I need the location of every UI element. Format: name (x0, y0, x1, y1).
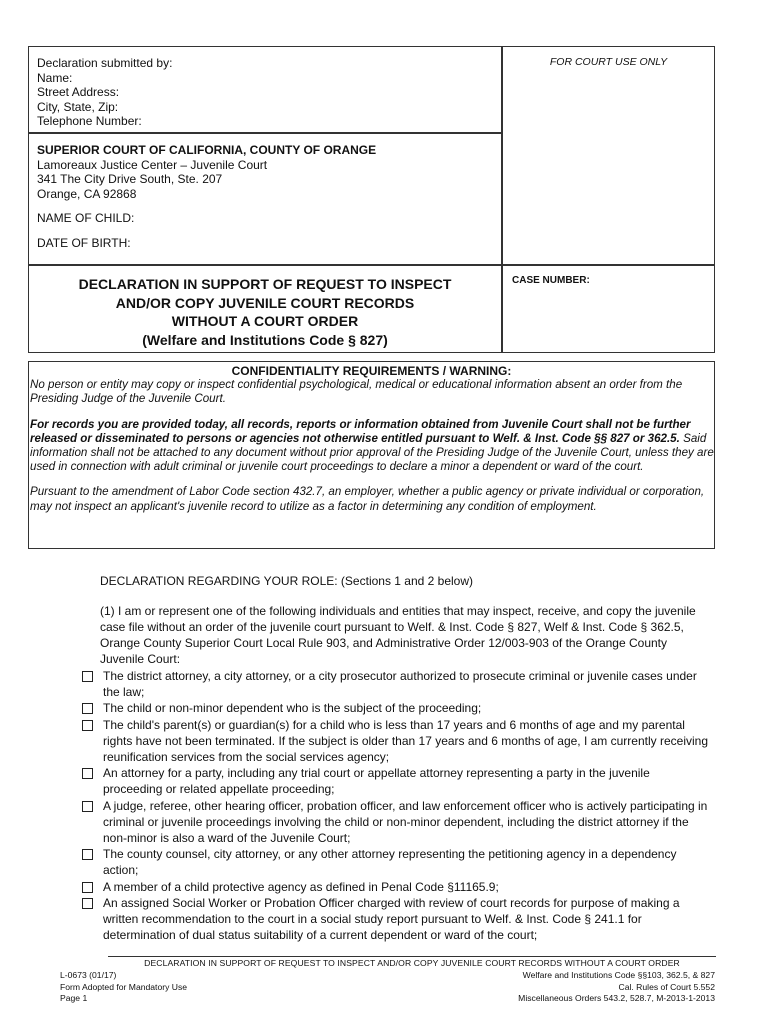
form-adopted-note: Form Adopted for Mandatory Use (60, 981, 188, 992)
role-option (78, 879, 712, 895)
role-option (78, 717, 712, 766)
role-option-text: A member of a child protective agency as defined in Penal Code §11165.9; (103, 879, 499, 894)
court-use-only-label: FOR COURT USE ONLY (549, 56, 668, 68)
role-checkbox[interactable] (82, 671, 93, 682)
confidentiality-paragraph-3: Pursuant to the amendment of Labor Code section 432.7, an employer, whether a public agency or private individual or corporation, may not inspect an applicant's juvenile record to utilize as a factor in determining any condition of employment. (30, 485, 705, 513)
declaration-heading: DECLARATION REGARDING YOUR ROLE: (Sections 1 and 2 below) (100, 574, 474, 588)
declaration-intro: (1) I am or represent one of the following individuals and entities that may inspect, receive, and copy the juvenile case file without an order of the juvenile court pursuant to Welf. & Inst. Code § 827, Welf & Inst. Code § 362.5, Orange County Superior Court Local Rule 903, and Administrative Order 12/003-903 of the Orange County Juvenile Court: (100, 604, 696, 666)
case-number-label: CASE NUMBER: (512, 275, 590, 286)
court-city: Orange, CA 92868 (37, 186, 137, 201)
declarant-name-label: Name: (37, 70, 73, 85)
form-title-box (28, 265, 502, 353)
date-of-birth-label: DATE OF BIRTH: (37, 235, 131, 250)
footer-right-block (518, 970, 715, 1005)
declarant-street-label: Street Address: (37, 85, 120, 99)
court-name: SUPERIOR COURT OF CALIFORNIA, COUNTY OF ORANGE (37, 143, 377, 157)
role-option-text: The district attorney, a city attorney, or a city prosecutor authorized to prosecute criminal or juvenile cases under the law; (103, 669, 697, 700)
rules-reference: Cal. Rules of Court 5.552 (618, 981, 715, 992)
form-title-line-2: AND/OR COPY JUVENILE COURT RECORDS (115, 294, 415, 311)
role-options-list (78, 668, 712, 943)
role-checkbox[interactable] (82, 801, 93, 812)
declarant-submitted-label: Declaration submitted by: (37, 56, 173, 70)
role-checkbox[interactable] (82, 882, 93, 893)
role-option (78, 765, 712, 797)
confidentiality-heading: CONFIDENTIALITY REQUIREMENTS / WARNING: (231, 364, 512, 378)
role-option-text: An assigned Social Worker or Probation Officer charged with review of court records for purpose of making a written recommendation to the court in a social study report pursuant to Welf. & Inst. Code § 241.1 for determination of dual status suitability of a current dependent or ward of the court; (103, 895, 680, 943)
confidentiality-paragraph-2-bold: For records you are provided today, all records, reports or information obtained from Juvenile Court shall not be further released or disseminated to persons or agencies not otherwise entitled pursuant to Welf. & Inst. Code §§ 827 or 362.5. (30, 417, 691, 445)
court-street: 341 The City Drive South, Ste. 207 (37, 172, 223, 186)
role-option (78, 668, 712, 700)
confidentiality-paragraph-2 (30, 418, 714, 475)
page-number: Page 1 (60, 993, 88, 1003)
role-option (78, 846, 712, 878)
confidentiality-paragraph-1: No person or entity may copy or inspect confidential psychological, medical or educational information absent an order from the Presiding Judge of the Juvenile Court. (30, 378, 683, 406)
form-title-line-1: DECLARATION IN SUPPORT OF REQUEST TO INSPECT (78, 276, 452, 292)
declarant-city-label: City, State, Zip: (37, 99, 119, 114)
confidentiality-paragraph-2-rest: Said information shall not be attached to any document without prior approval of the Presiding Judge of the Juvenile Court, unless they are used in connection with adult criminal or juvenile court proceedings to declare a minor a dependent or ward of the court. (30, 431, 714, 474)
role-option-text: An attorney for a party, including any trial court or appellate attorney representing a party in the juvenile proceeding or related appellate proceeding; (103, 766, 650, 797)
role-checkbox[interactable] (82, 768, 93, 779)
court-info-box (28, 133, 502, 265)
role-option (78, 700, 712, 716)
footer-title: DECLARATION IN SUPPORT OF REQUEST TO INSPECT AND/OR COPY JUVENILE COURT RECORDS WITHOUT A COURT ORDER (144, 958, 680, 968)
role-checkbox[interactable] (82, 849, 93, 860)
role-option-text: The child's parent(s) or guardian(s) for a child who is less than 17 years and 6 months of age and my parental rights have not been terminated. If the subject is older than 17 years and 6 months of age, I am currently receiving reunification services from the social services agency; (103, 717, 709, 765)
confidentiality-box (28, 361, 715, 549)
footer-divider (108, 956, 716, 957)
role-option-text: A judge, referee, other hearing officer, probation officer, and law enforcement officer who is actively participating in criminal or juvenile proceedings involving the child or non-minor dependent, including the district attorney if the non-minor is also a ward of the Juvenile Court; (103, 798, 708, 846)
role-checkbox[interactable] (82, 720, 93, 731)
court-center: Lamoreaux Justice Center – Juvenile Court (37, 157, 268, 172)
role-option (78, 798, 712, 847)
role-option-text: The child or non-minor dependent who is the subject of the proceeding; (103, 701, 482, 716)
statute-reference: Welfare and Institutions Code §§103, 362.5, & 827 (522, 970, 715, 980)
role-checkbox[interactable] (82, 703, 93, 714)
footer-left-block (60, 970, 187, 1005)
case-number-box (502, 265, 715, 353)
form-title-line-3: WITHOUT A COURT ORDER (171, 313, 359, 329)
child-name-label: NAME OF CHILD: (37, 211, 135, 225)
role-option (78, 895, 712, 944)
form-title-line-4: (Welfare and Institutions Code § 827) (142, 331, 388, 348)
court-use-only-box (502, 46, 715, 265)
orders-reference: Miscellaneous Orders 543.2, 528.7, M-2013-1-2013 (518, 993, 715, 1003)
role-option-text: The county counsel, city attorney, or any other attorney representing the petitioning agency in a dependency action; (103, 847, 677, 878)
declarant-info-box (28, 46, 502, 133)
role-checkbox[interactable] (82, 898, 93, 909)
declarant-phone-label: Telephone Number: (37, 114, 142, 128)
form-number: L-0673 (01/17) (60, 970, 117, 980)
